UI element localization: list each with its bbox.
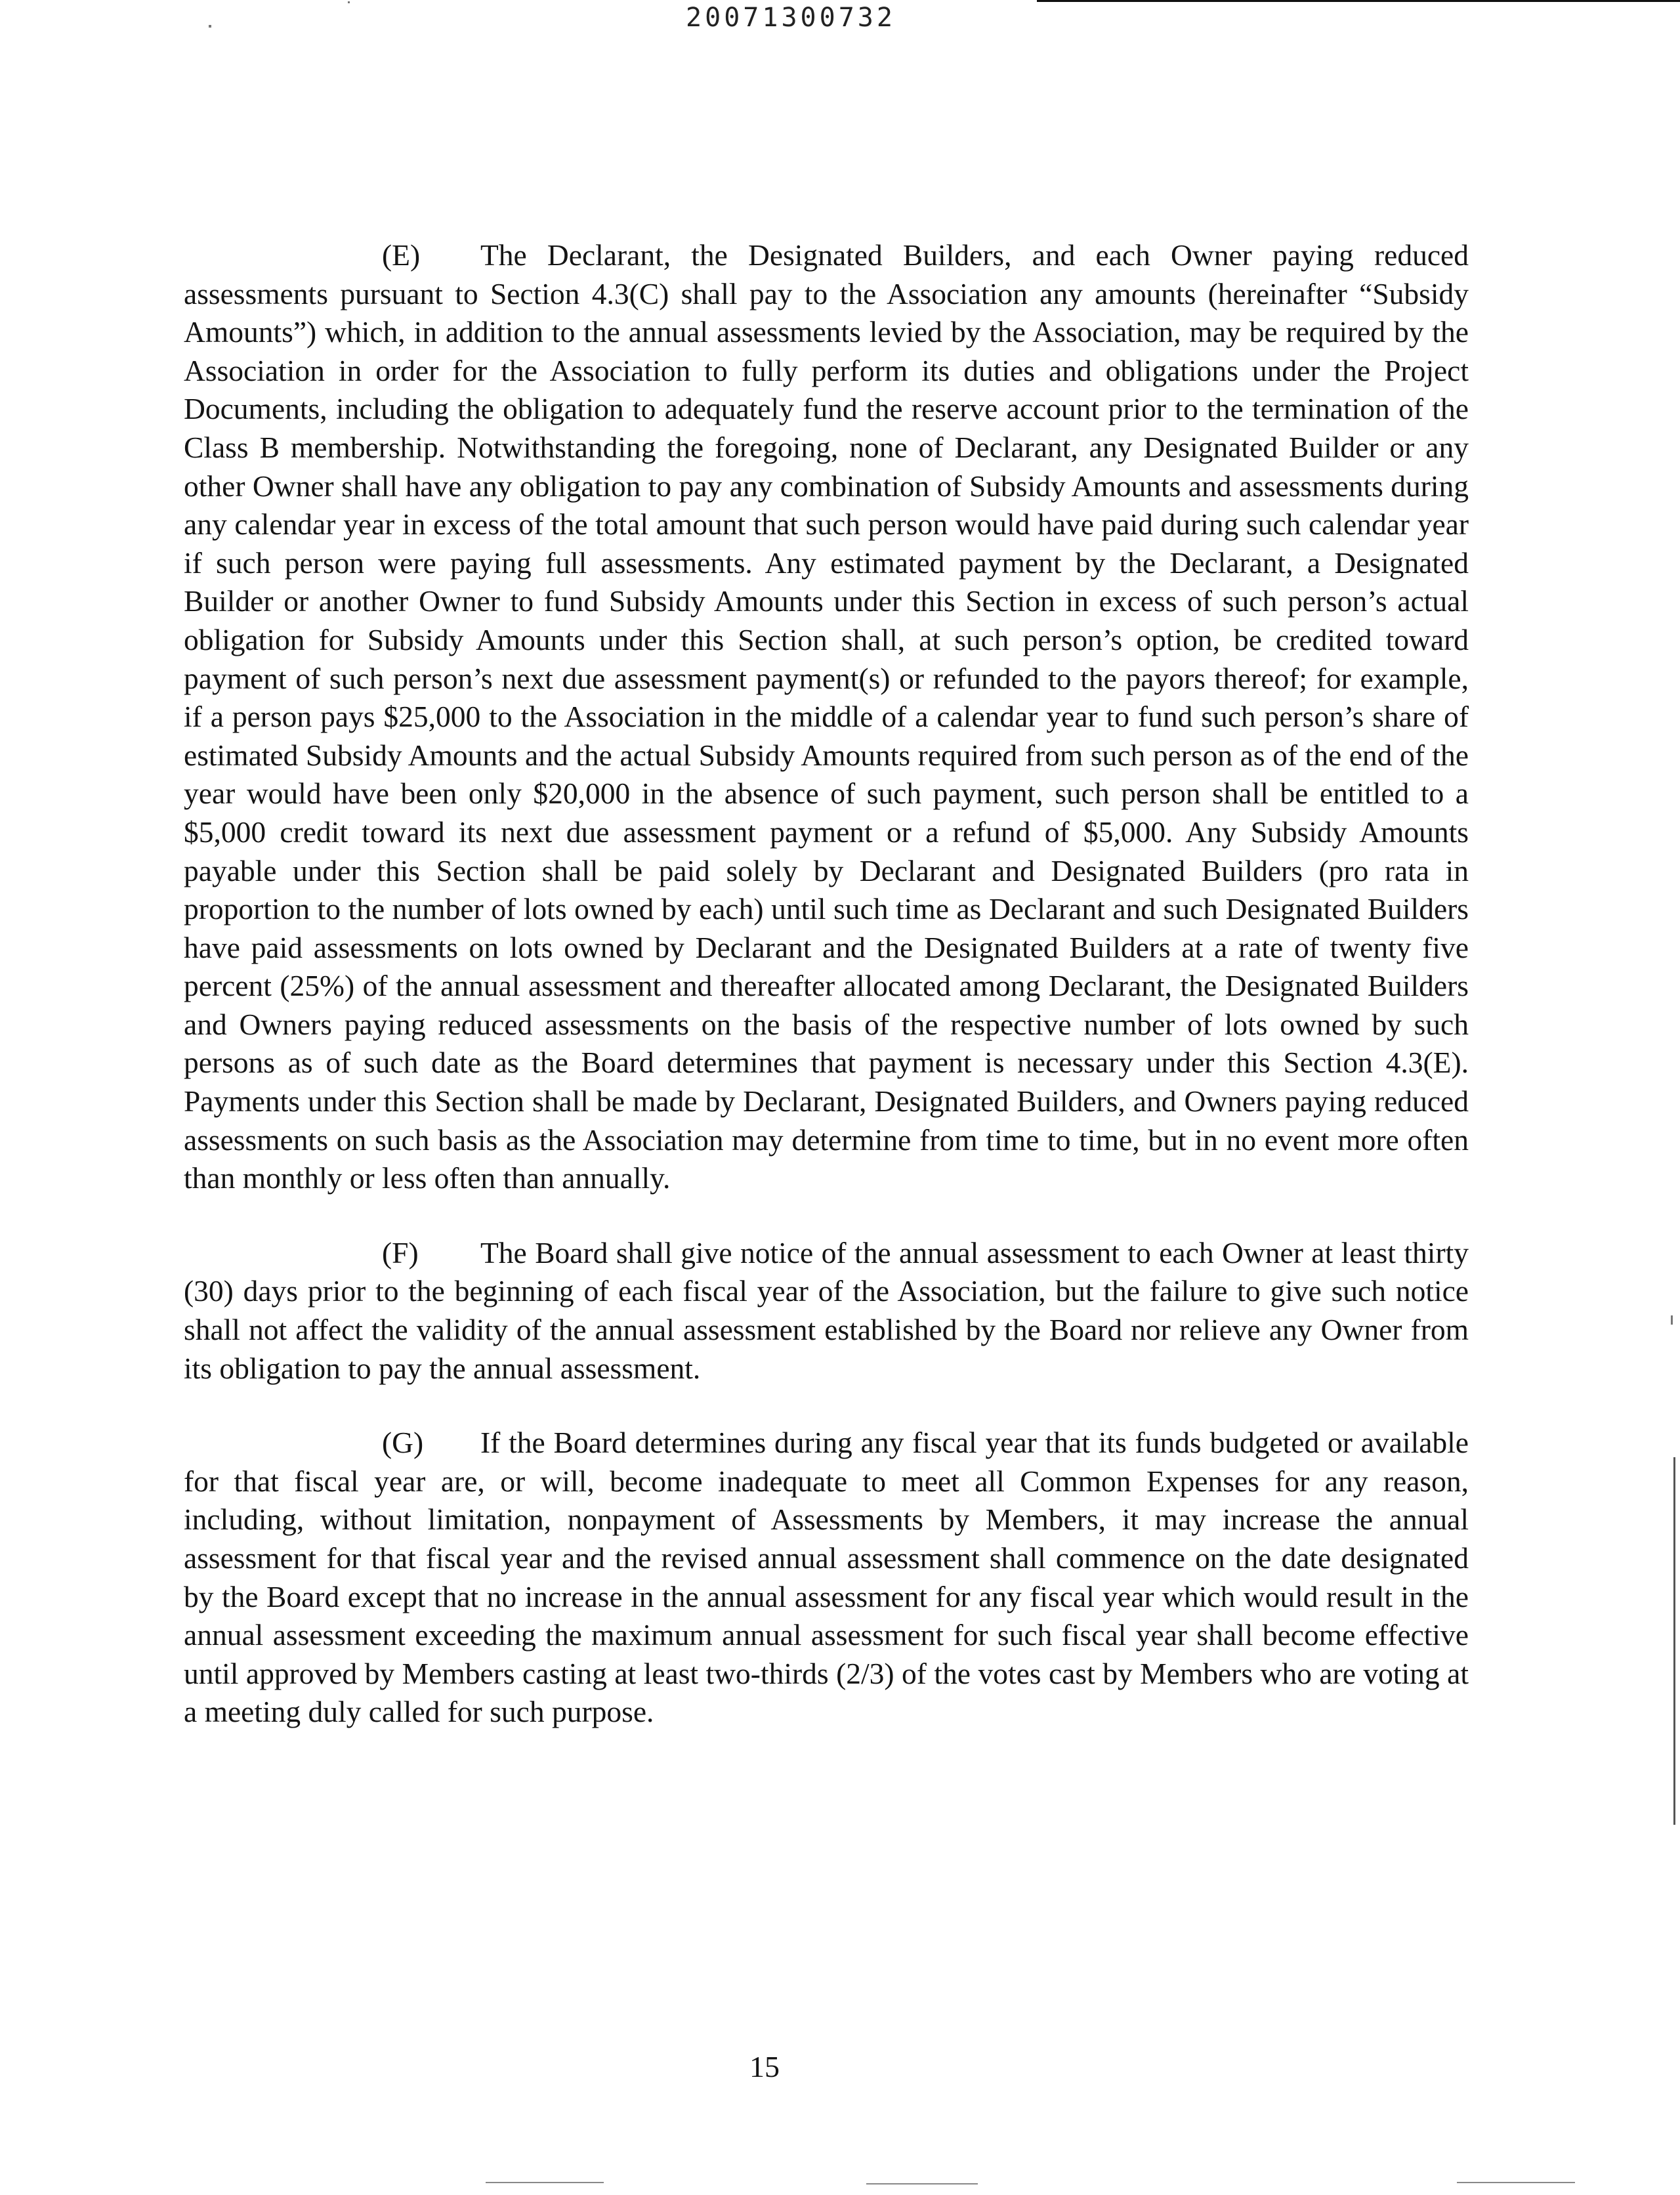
scan-noise [486,2182,604,2183]
paragraph-text: The Declarant, the Designated Builders, and each Owner paying reduced assessments pursuant to Section 4.3(C) shall pay to the Association any amounts (hereinafter “Subsidy Amounts”) which, in addition to the annual assessments levied by the Association, may be required by the Association in order for the Association to fully perform its duties and obligations under the Project Documents, including the obligation to adequately fund the reserve account prior to the termination of the Class B membership. Notwithstanding the foregoing, none of Declarant, any Designated Builder or any other Owner shall have any obligation to pay any combination of Subsidy Amounts and assessments during any calendar year in excess of the total amount that such person would have paid during such calendar year if such person were paying full assessments. Any estimated payment by the Declarant, a Designated Builder or another Owner to fund Subsidy Amounts under this Section in excess of such person’s actual obligation for Subsidy Amounts under this Section shall, at such person’s option, be credited toward payment of such person’s next due assessment payment(s) or refunded to the payors thereof; for example, if a person pays $25,000 to the Association in the middle of a calendar year to fund such person’s share of estimated Subsidy Amounts and the actual Subsidy Amounts required from such person as of the end of the year would have been only $20,000 in the absence of such payment, such person shall be entitled to a $5,000 credit toward its next due assessment payment or a refund of $5,000. Any Subsidy Amounts payable under this Section shall be paid solely by Declarant and Designated Builders (pro rata in proportion to the number of lots owned by each) until such time as Declarant and such Designated Builders have paid assessments on lots owned by Declarant and the Designated Builders at a rate of twenty five percent (25%) of the annual assessment and thereafter allocated among Declarant, the Designated Builders and Owners paying reduced assessments on the basis of the respective number of lots owned by such persons as of such date as the Board determines that payment is necessary under this Section 4.3(E). Payments under this Section shall be made by Declarant, Designated Builders, and Owners paying reduced assessments on such basis as the Association may determine from time to time, but in no event more often than monthly or less often than annually. [184,238,1469,1195]
paragraph-label: (F) [382,1235,419,1269]
paragraph-label: (E) [382,238,421,272]
paragraph-label: (G) [382,1426,424,1460]
scan-noise [866,2183,978,2184]
paragraph-f [184,1234,1469,1388]
document-number: 20071300732 [686,3,896,33]
paragraph-e [184,236,1469,1198]
page-number: 15 [749,2050,780,2083]
top-rule [1037,0,1680,2]
scan-edge-line [1673,1457,1675,1825]
paragraph-text: If the Board determines during any fiscal year that its funds budgeted or available for that fiscal year are, or will, become inadequate to meet all Common Expenses for any reason, including, without limitation, nonpayment of Assessments by Members, it may increase the annual assessment for that fiscal year and the revised annual assessment shall commence on the date designated by the Board except that no increase in the annual assessment for any fiscal year which would result in the annual assessment exceeding the maximum annual assessment for such fiscal year shall become effective until approved by Members casting at least two-thirds (2/3) of the votes cast by Members who are voting at a meeting duly called for such purpose. [184,1426,1469,1729]
paragraph-text: The Board shall give notice of the annual assessment to each Owner at least thirty (30) days prior to the beginning of each fiscal year of the Association, but the failure to give such notice shall not affect the validity of the annual assessment established by the Board nor relieve any Owner from its obligation to pay the annual assessment. [184,1235,1469,1385]
scan-noise [1457,2182,1575,2183]
scan-speck [1671,1315,1673,1325]
paragraph-g [184,1424,1469,1732]
document-body [184,236,1469,1732]
